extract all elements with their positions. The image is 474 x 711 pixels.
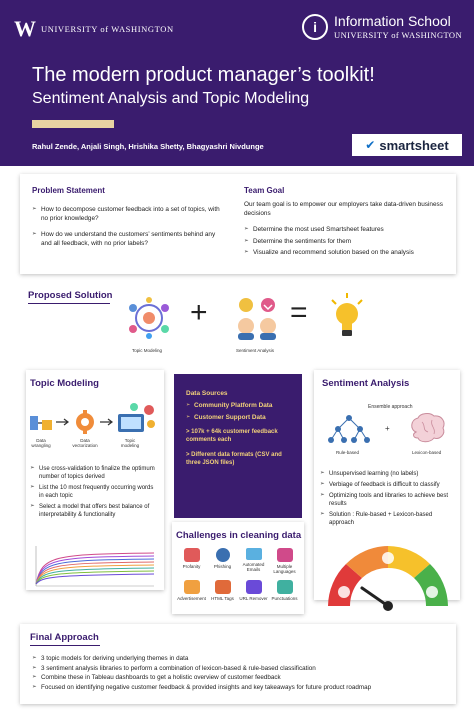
rule-based-label: Rule-based [336,450,360,455]
challenge-item [207,580,238,601]
topic-modeling-step-icon [116,402,156,434]
equals-sign: = [290,296,308,329]
data-vectorization-icon [72,410,98,434]
list-item: ➢ Determine the sentiments for them [244,238,444,247]
challenges-title: Challenges in cleaning data [176,530,302,541]
advertisement-icon [184,580,200,594]
ischool-sub: UNIVERSITY of WASHINGTON [334,29,462,40]
challenge-label: Advertisement [177,596,206,601]
profanity-icon [184,548,200,562]
list-item: ➢ Focused on identifying negative customer feedback & provided insights and key takeaways for future product roadmap [32,684,452,693]
sentiment-analysis-icon [234,296,280,340]
poster-title: The modern product manager’s toolkit! [32,64,375,86]
proposed-solution-title: Proposed Solution [28,290,113,301]
sentiment-analysis-title: Sentiment Analysis [322,378,410,389]
lightbulb-icon [328,292,366,340]
cross-validation-plot [32,544,156,588]
data-wrangling-icon [28,412,54,434]
team-goal-list [244,226,444,261]
lexicon-based-label: Lexicon-based [412,450,442,455]
step-caption: Data vectorization [72,438,98,448]
automated-email-icon [246,548,262,560]
list-item: ➢ Select a model that offers best balance of interpretability & functionality [30,503,158,519]
plus-sign: + [190,296,208,329]
topic-modeling-icon [124,296,174,340]
data-sources-list [186,402,290,421]
uw-name: UNIVERSITY of WASHINGTON [41,24,174,34]
smartsheet-name: smartsheet [379,137,449,153]
team-goal-intro: Our team goal is to empower our employers take data-driven business decisions [244,201,443,217]
challenge-label: Phishing [213,564,232,569]
challenge-item [238,580,269,601]
list-item: ➢ Verbiage of feedback is difficult to classify [320,481,456,489]
challenge-item [238,548,269,572]
list-item: ➢ How to decompose customer feedback into a set of topics, with no prior knowledge? [32,206,227,223]
uw-logo [14,18,174,40]
challenge-item [269,580,300,601]
challenge-label: Punctuations [271,596,298,601]
final-approach-title: Final Approach [30,632,99,643]
list-item: ➢ Combine these in Tableau dashboards to get a holistic overview of customer feedback [32,674,452,683]
authors: Rahul Zende, Anjali Singh, Hrishika Shetty, Bhagyashri Nivdunge [32,142,264,151]
languages-icon [277,548,293,562]
list-item: ➢ 3 topic models for deriving underlying themes in data [32,655,452,664]
challenge-icons [176,548,300,610]
sentiment-gauge-icon [322,540,454,612]
challenge-item [207,548,238,569]
list-item: ➢ Optimizing tools and libraries to achieve best results [320,492,456,508]
challenge-item [176,548,207,569]
ischool-mark-icon: i [302,14,328,40]
list-item: ➢ Customer Support Data [186,414,290,421]
challenge-label: Multiple Languages [273,564,296,574]
list-item: ➢ List the 10 most frequently occurring words in each topic [30,484,158,500]
uw-w-mark: W [14,16,36,41]
smartsheet-logo [352,134,462,156]
list-item: ➢ Use cross-validation to finalize the optimum number of topics derived [30,465,158,481]
poster-subtitle: Sentiment Analysis and Topic Modeling [32,90,310,107]
url-remover-icon [246,580,262,594]
list-item: ➢ 3 sentiment analysis libraries to perform a combination of lexicon-based & rule-based classification [32,665,452,674]
list-item: ➢ Visualize and recommend solution based on the analysis [244,249,444,258]
ischool-logo [302,14,462,40]
phishing-icon [216,548,230,562]
list-item: ➢ Solution : Rule-based + Lexicon-based approach [320,511,456,527]
title-underline [30,645,100,646]
smartsheet-check-icon: ✔ [365,138,376,152]
sentiment-analysis-caption: Sentiment Analysis [236,348,275,353]
challenge-label: URL Remover [239,596,268,601]
data-sources-card [174,374,302,518]
final-approach-list [32,655,452,693]
sentiment-analysis-list [320,470,456,531]
challenge-label: Profanity [182,564,201,569]
topic-modeling-caption: Topic Modeling [132,348,163,353]
title-underline [28,303,110,304]
rule-based-tree-icon [326,414,372,444]
list-item: ➢ Determine the most used Smartsheet features [244,226,444,235]
arrow-icon [56,418,70,426]
list-item: ➢ Unsupervised learning (no labels) [320,470,456,478]
challenge-label: Automated Emails [242,562,265,572]
challenge-item [176,580,207,601]
poster-header [0,0,474,166]
arrow-icon [100,418,114,426]
topic-modeling-title: Topic Modeling [30,378,99,389]
problem-statement-title: Problem Statement [32,186,105,195]
problem-statement-list [32,206,227,257]
ischool-name: Information School [334,13,451,30]
data-sources-note: > 107k + 64k customer feedback comments each [186,429,278,444]
step-caption: Topic modeling [120,438,140,448]
step-caption: Data wrangling [31,438,51,448]
brain-icon [408,412,448,446]
punctuation-icon [277,580,293,594]
plus-sign: + [385,424,390,433]
html-tags-icon [215,580,231,594]
data-sources-title: Data Sources [186,390,228,397]
gold-accent-bar [32,120,114,128]
team-goal-title: Team Goal [244,186,285,195]
topic-modeling-list [30,465,158,523]
ensemble-label: Ensemble approach [368,404,413,410]
list-item: ➢ How do we understand the customers’ sentiments behind any and all feedback, with no prior labels? [32,231,227,248]
list-item: ➢ Community Platform Data [186,402,290,409]
data-sources-note: > Different data formats (CSV and three JSON files) [186,452,282,467]
challenge-item [269,548,300,574]
challenge-label: HTML Tags [211,596,234,601]
